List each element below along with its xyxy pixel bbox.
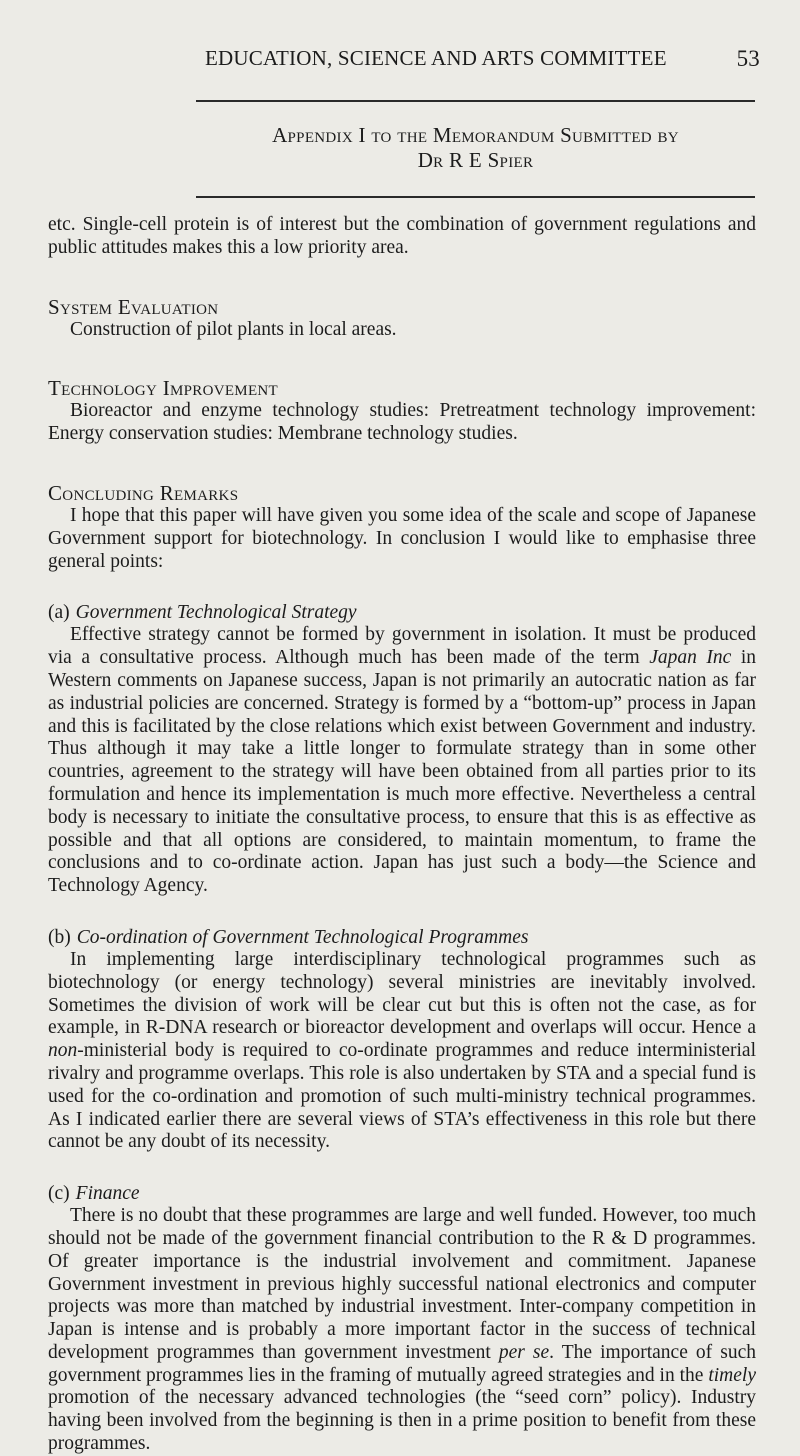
technology-improvement-text: Bioreactor and enzyme technology studies: Pretreatment technology improvement: Energy conservation studies: Membrane technology studies. (48, 400, 756, 445)
page-number: 53 (736, 46, 760, 71)
point-a-heading (48, 601, 756, 624)
point-a-title: Government Technological Strategy (75, 602, 357, 624)
appendix-title-line-1: Appendix I to the Memorandum Submitted by (272, 123, 679, 147)
point-c-title: Finance (75, 1183, 140, 1205)
point-a-text-2: in Western comments on Japanese success, Japan is not primarily an autocratic nation as far as industrial policies are concerned. Strategy is formed by a “bottom-up” process in Japan and this is facilitated by the close relations which exist between Government and industry. Thus although it may take a little longer to formulate strategy than in some other countries, agreement to the strategy will have been obtained from all parties prior to its formulation and hence its implementation is much more effective. Nevertheless a central body is necessary to initiate the consultative process, to ensure that this is as effective as possible and that all options are considered, to maintain momentum, to frame the conclusions and to co-ordinate action. Japan has just such a body—the Science and Technology Agency. (48, 647, 756, 897)
point-b-marker: (b) (48, 926, 71, 948)
section-heading-concluding-remarks: Concluding Remarks (48, 480, 239, 505)
point-b-text-1: In implementing large interdisciplinary technological programmes such as biotechnology (or energy technology) several ministries are inevitably involved. Sometimes the division of work will be clear cut but this is often not the case, as for example, in R-DNA research or bioreactor development and overlaps will occur. Hence a (48, 948, 756, 1039)
point-b-text-2: -ministerial body is required to co-ordinate programmes and reduce interministerial rivalry and programme overlaps. This role is also undertaken by STA and a special fund is used for the co-ordination and promotion of such multi-ministry technical programmes. As I indicated earlier there are several views of STA’s effectiveness in this role but there cannot be any doubt of its necessity. (48, 1040, 756, 1153)
point-a-text-1: Effective strategy cannot be formed by government in isolation. It must be produced via a consultative process. Although much has been made of the term (48, 624, 756, 669)
point-c-emphasis-1: per se (498, 1341, 550, 1363)
system-evaluation-text: Construction of pilot plants in local areas. (70, 318, 397, 340)
appendix-title (196, 123, 755, 173)
bottom-rule (196, 196, 755, 198)
point-c-heading (48, 1182, 756, 1205)
body-text (48, 214, 756, 1456)
appendix-title-author: Dr R E Spier (417, 148, 534, 172)
point-c-paragraph (48, 1205, 756, 1456)
point-b-paragraph (48, 949, 756, 1154)
running-header (205, 46, 760, 71)
point-a-emphasis: Japan Inc (649, 647, 732, 669)
point-a-marker: (a) (48, 602, 70, 624)
point-b-title: Co-ordination of Government Technological Programmes (76, 926, 529, 948)
intro-paragraph: etc. Single-cell protein is of interest but the combination of government regulations and public attitudes makes this a low priority area. (48, 214, 756, 258)
point-c-text-2: . The importance of such government programmes lies in the framing of mutually agreed strategies and in the (48, 1341, 756, 1386)
top-rule (196, 100, 755, 102)
point-b-emphasis: non (48, 1040, 78, 1062)
point-a-paragraph (48, 624, 756, 898)
point-c-marker: (c) (48, 1183, 70, 1205)
concluding-remarks-text: I hope that this paper will have given you some idea of the scale and scope of Japanese Government support for biotechnology. In conclusion I would like to emphasise three general points: (48, 504, 756, 572)
point-c-emphasis-2: timely (708, 1364, 756, 1386)
point-c-text-1: There is no doubt that these programmes are large and well funded. However, too much should not be made of the government financial contribution to the R & D programmes. Of greater importance is the industrial involvement and commitment. Japanese Government investment in previous highly successful national electronics and computer projects was more than matched by industrial investment. Inter-company competition in Japan is intense and is probably a more important factor in the success of technical development programmes than government investment (48, 1205, 756, 1363)
section-heading-system-evaluation: System Evaluation (48, 294, 219, 319)
running-title: EDUCATION, SCIENCE AND ARTS COMMITTEE (205, 46, 667, 70)
point-b-heading (48, 926, 756, 949)
point-c-text-3: promotion of the necessary advanced technologies (the “seed corn” policy). Industry having been involved from the beginning is then in a prime position to benefit from these programmes. (48, 1387, 756, 1455)
section-heading-technology-improvement: Technology Improvement (48, 376, 279, 401)
